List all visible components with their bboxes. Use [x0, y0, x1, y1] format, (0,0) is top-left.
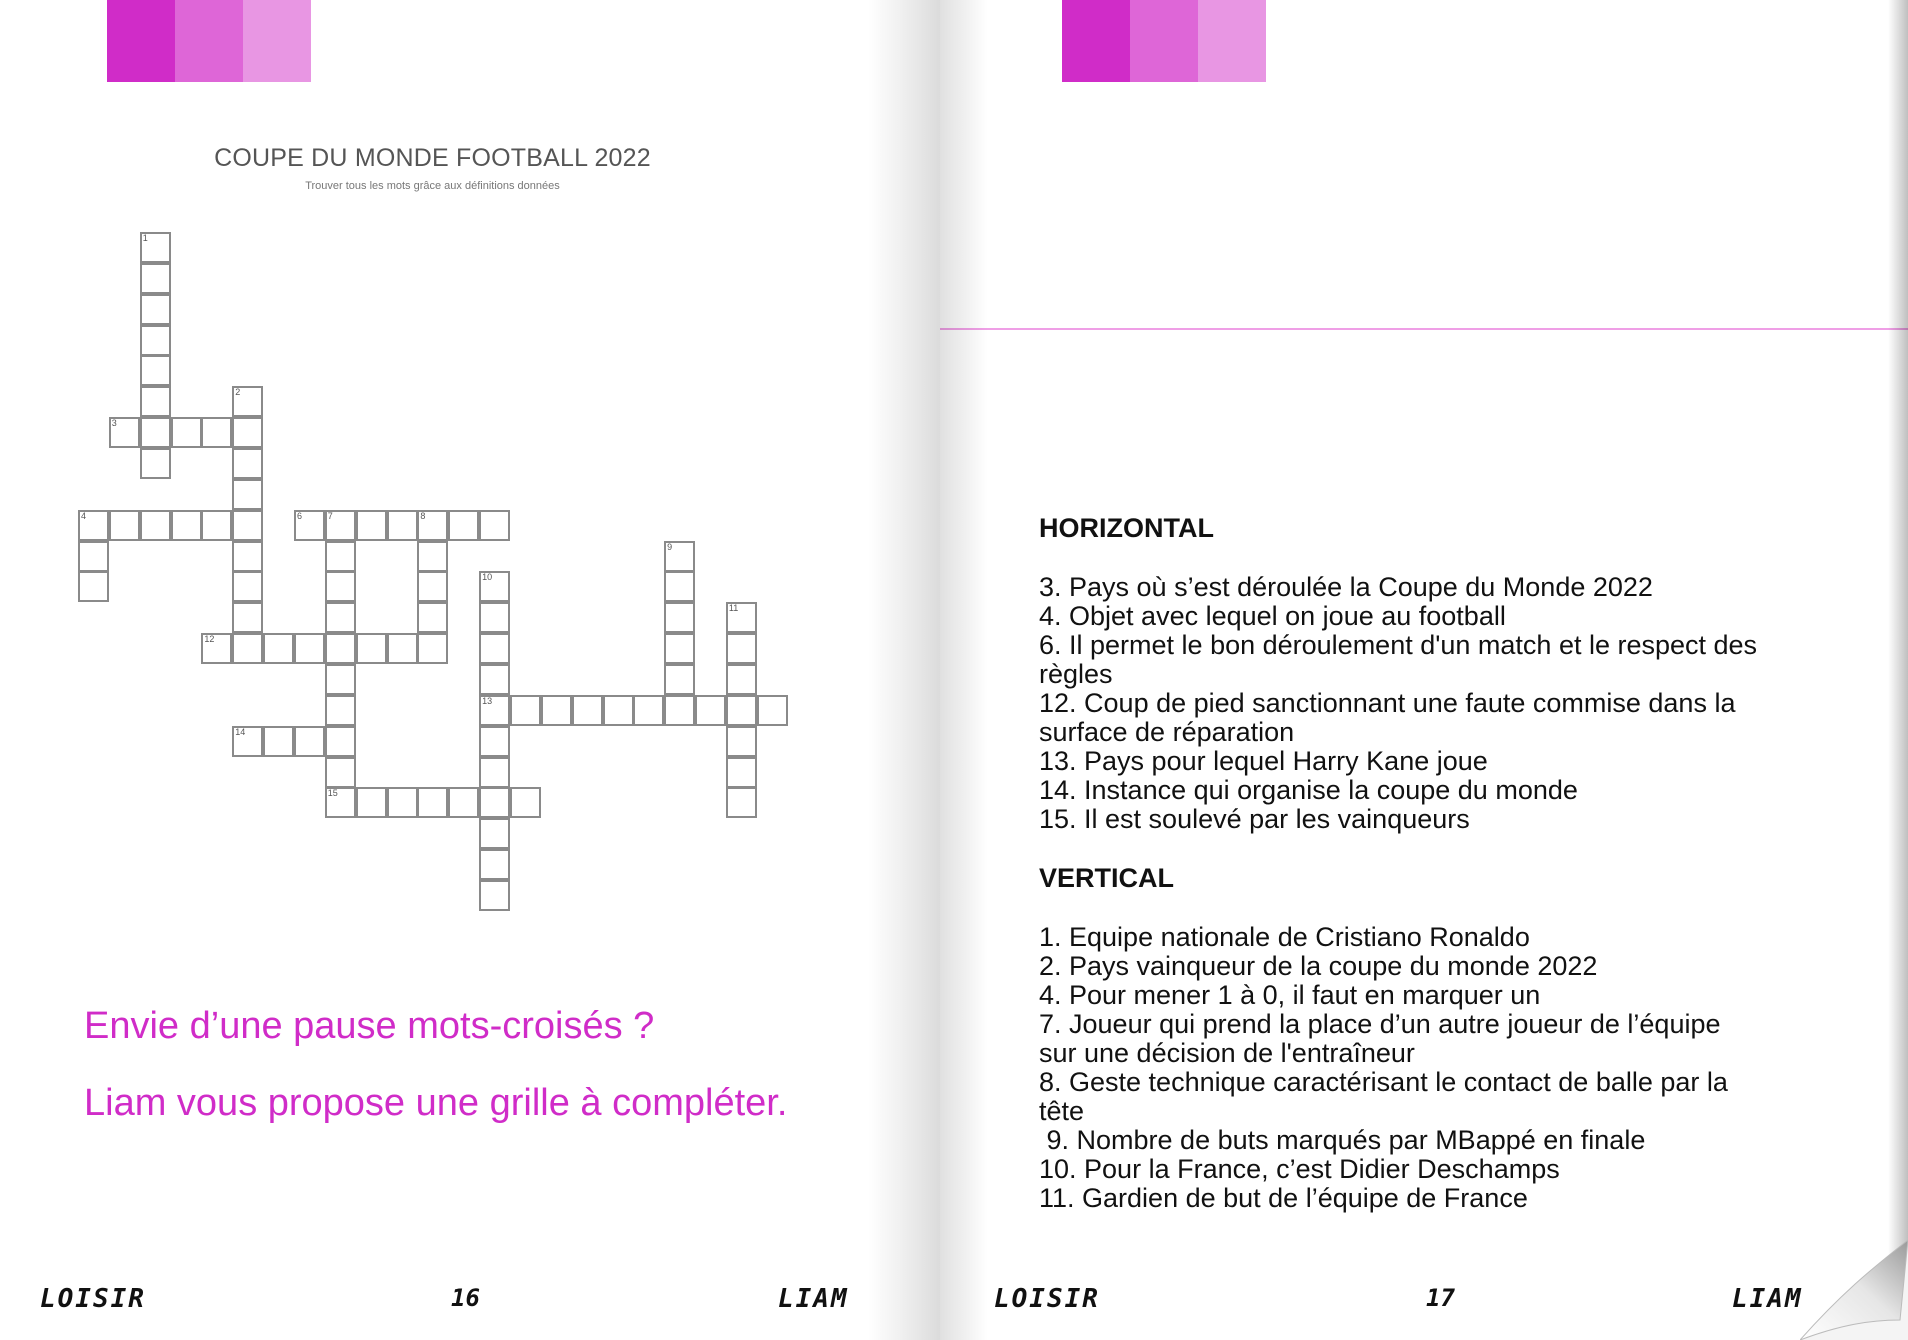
- horizontal-clue-line: 4. Objet avec lequel on joue au football: [1039, 601, 1506, 631]
- crossword-cell[interactable]: [325, 695, 356, 726]
- swatch-light: [1198, 0, 1266, 82]
- cell-number: 1: [142, 233, 148, 243]
- crossword-cell[interactable]: [263, 726, 294, 757]
- crossword-cell[interactable]: [479, 787, 510, 818]
- crossword-cell[interactable]: [726, 633, 757, 664]
- crossword-cell[interactable]: [325, 510, 356, 541]
- vertical-clue-line: sur une décision de l'entraîneur: [1039, 1038, 1415, 1068]
- divider-rule: [940, 328, 1908, 330]
- crossword-cell[interactable]: [479, 849, 510, 880]
- crossword-cell[interactable]: [479, 633, 510, 664]
- crossword-cell[interactable]: [726, 695, 757, 726]
- crossword-cell[interactable]: [325, 633, 356, 664]
- crossword-cell[interactable]: [325, 787, 356, 818]
- crossword-cell[interactable]: [633, 695, 664, 726]
- crossword-cell[interactable]: [479, 726, 510, 757]
- crossword-cell[interactable]: [325, 602, 356, 633]
- crossword-cell[interactable]: [325, 664, 356, 695]
- crossword-cell[interactable]: [232, 479, 263, 510]
- crossword-cell[interactable]: [263, 633, 294, 664]
- crossword-cell[interactable]: [201, 633, 232, 664]
- crossword-cell[interactable]: [140, 510, 171, 541]
- cell-number: 10: [482, 572, 493, 583]
- crossword-cell[interactable]: [603, 695, 634, 726]
- crossword-cell[interactable]: [695, 695, 726, 726]
- crossword-cell[interactable]: [479, 818, 510, 849]
- page-curl-icon[interactable]: [1800, 1240, 1908, 1340]
- crossword-cell[interactable]: [232, 417, 263, 448]
- crossword-cell[interactable]: [387, 633, 418, 664]
- crossword-cell[interactable]: [356, 510, 387, 541]
- footer-author-left: LIAM: [778, 1284, 849, 1314]
- crossword-cell[interactable]: [171, 510, 202, 541]
- crossword-cell[interactable]: [479, 510, 510, 541]
- crossword-cell[interactable]: [417, 571, 448, 602]
- crossword-title: COUPE DU MONDE FOOTBALL 2022: [214, 144, 651, 172]
- horizontal-clue-line: surface de réparation: [1039, 717, 1295, 747]
- crossword-cell[interactable]: [479, 695, 510, 726]
- crossword-cell[interactable]: [325, 541, 356, 572]
- crossword-cell[interactable]: [232, 510, 263, 541]
- invite-line-2: Liam vous propose une grille à compléter.: [84, 1082, 788, 1124]
- crossword-cell[interactable]: [479, 664, 510, 695]
- crossword-cell[interactable]: [140, 355, 171, 386]
- cell-number: 12: [204, 634, 215, 644]
- footer-author-right: LIAM: [1732, 1284, 1803, 1314]
- page-number-left: 16: [451, 1284, 480, 1312]
- horizontal-clue-line: 14. Instance qui organise la coupe du monde: [1039, 775, 1578, 805]
- gutter-shadow-right: [940, 0, 988, 1340]
- vertical-heading: VERTICAL: [1039, 863, 1174, 893]
- crossword-cell[interactable]: [356, 787, 387, 818]
- crossword-cell[interactable]: [140, 232, 171, 263]
- cell-number: 9: [667, 541, 673, 552]
- crossword-cell[interactable]: [140, 325, 171, 356]
- crossword-cell[interactable]: [510, 695, 541, 726]
- crossword-cell[interactable]: [726, 602, 757, 633]
- right-page: [940, 0, 1908, 1340]
- horizontal-clue-line: 13. Pays pour lequel Harry Kane joue: [1039, 746, 1488, 776]
- crossword-cell[interactable]: [232, 602, 263, 633]
- swatch-dark: [1062, 0, 1130, 82]
- vertical-clue-line: 11. Gardien de but de l’équipe de France: [1039, 1183, 1528, 1213]
- cell-number: 2: [235, 387, 241, 398]
- cell-number: 6: [297, 510, 303, 521]
- crossword-grid: [0, 0, 940, 900]
- crossword-cell[interactable]: [232, 633, 263, 664]
- crossword-cell[interactable]: [757, 695, 788, 726]
- crossword-cell[interactable]: [232, 448, 263, 479]
- cell-number: 13: [482, 695, 493, 706]
- page-edge-shadow: [1888, 0, 1908, 1340]
- crossword-cell[interactable]: [664, 571, 695, 602]
- color-swatches-right: [1062, 0, 1266, 82]
- crossword-cell[interactable]: [325, 757, 356, 788]
- crossword-cell[interactable]: [78, 541, 109, 572]
- vertical-clue-line: 9. Nombre de buts marqués par MBappé en finale: [1039, 1125, 1646, 1155]
- crossword-cell[interactable]: [325, 726, 356, 757]
- cell-number: 15: [327, 788, 338, 799]
- horizontal-clues: [1039, 573, 1859, 834]
- crossword-cell[interactable]: [140, 294, 171, 325]
- crossword-cell[interactable]: [664, 695, 695, 726]
- invite-line-1: Envie d’une pause mots-croisés ?: [84, 1005, 655, 1047]
- footer-section-left: LOISIR: [40, 1284, 146, 1314]
- crossword-cell[interactable]: [78, 571, 109, 602]
- crossword-cell[interactable]: [417, 541, 448, 572]
- crossword-cell[interactable]: [479, 757, 510, 788]
- crossword-cell[interactable]: [387, 510, 418, 541]
- crossword-cell[interactable]: [201, 417, 232, 448]
- vertical-clue-line: tête: [1039, 1096, 1085, 1126]
- footer-section-right: LOISIR: [994, 1284, 1100, 1314]
- horizontal-clue-line: règles: [1039, 659, 1113, 689]
- crossword-cell[interactable]: [109, 510, 140, 541]
- crossword-cell[interactable]: [356, 633, 387, 664]
- horizontal-clue-line: 6. Il permet le bon déroulement d'un match et le respect des: [1039, 630, 1758, 660]
- crossword-cell[interactable]: [417, 633, 448, 664]
- crossword-cell[interactable]: [726, 757, 757, 788]
- crossword-cell[interactable]: [417, 602, 448, 633]
- crossword-subtitle: Trouver tous les mots grâce aux définitions données: [305, 180, 560, 192]
- cell-number: 7: [327, 510, 333, 521]
- crossword-cell[interactable]: [664, 664, 695, 695]
- vertical-clue-line: 8. Geste technique caractérisant le contact de balle par la: [1039, 1067, 1728, 1097]
- cell-number: 8: [420, 510, 426, 521]
- crossword-cell[interactable]: [140, 263, 171, 294]
- vertical-clue-line: 4. Pour mener 1 à 0, il faut en marquer un: [1039, 980, 1541, 1010]
- crossword-cell[interactable]: [232, 386, 263, 417]
- cell-number: 3: [111, 418, 117, 429]
- horizontal-heading: HORIZONTAL: [1039, 513, 1214, 543]
- vertical-clue-line: 7. Joueur qui prend la place d’un autre joueur de l’équipe: [1039, 1009, 1721, 1039]
- cell-number: 11: [728, 603, 739, 614]
- crossword-cell[interactable]: [417, 510, 448, 541]
- crossword-cell[interactable]: [479, 571, 510, 602]
- vertical-clue-line: 1. Equipe nationale de Cristiano Ronaldo: [1039, 922, 1530, 952]
- horizontal-clue-line: 12. Coup de pied sanctionnant une faute commise dans la: [1039, 688, 1736, 718]
- cell-number: 14: [235, 726, 246, 737]
- crossword-cell[interactable]: [140, 448, 171, 479]
- left-page: [0, 0, 940, 1340]
- crossword-cell[interactable]: [109, 417, 140, 448]
- clues-block: [1039, 512, 1859, 1213]
- crossword-cell[interactable]: [232, 571, 263, 602]
- vertical-clue-line: 10. Pour la France, c’est Didier Deschamps: [1039, 1154, 1560, 1184]
- crossword-cell[interactable]: [78, 510, 109, 541]
- crossword-cell[interactable]: [201, 510, 232, 541]
- crossword-cell[interactable]: [510, 787, 541, 818]
- swatch-medium: [1130, 0, 1198, 82]
- crossword-cell[interactable]: [664, 602, 695, 633]
- crossword-cell[interactable]: [448, 510, 479, 541]
- crossword-cell[interactable]: [541, 695, 572, 726]
- crossword-cell[interactable]: [232, 726, 263, 757]
- gutter-shadow: [868, 0, 940, 1340]
- crossword-cell[interactable]: [325, 571, 356, 602]
- page-number-right: 17: [1426, 1284, 1455, 1312]
- crossword-cell[interactable]: [726, 664, 757, 695]
- crossword-cell[interactable]: [387, 787, 418, 818]
- vertical-clue-line: 2. Pays vainqueur de la coupe du monde 2022: [1039, 951, 1598, 981]
- crossword-cell[interactable]: [572, 695, 603, 726]
- crossword-cell[interactable]: [232, 541, 263, 572]
- crossword-cell[interactable]: [726, 726, 757, 757]
- horizontal-clue-line: 15. Il est soulevé par les vainqueurs: [1039, 804, 1470, 834]
- crossword-cell[interactable]: [479, 880, 510, 911]
- crossword-cell[interactable]: [294, 633, 325, 664]
- crossword-cell[interactable]: [140, 386, 171, 417]
- horizontal-clue-line: 3. Pays où s’est déroulée la Coupe du Monde 2022: [1039, 572, 1653, 602]
- crossword-cell[interactable]: [294, 510, 325, 541]
- vertical-clues: [1039, 923, 1859, 1213]
- crossword-cell[interactable]: [294, 726, 325, 757]
- crossword-cell[interactable]: [726, 787, 757, 818]
- crossword-cell[interactable]: [140, 417, 171, 448]
- crossword-cell[interactable]: [448, 787, 479, 818]
- crossword-cell[interactable]: [664, 541, 695, 572]
- crossword-cell[interactable]: [417, 787, 448, 818]
- crossword-cell[interactable]: [479, 602, 510, 633]
- crossword-cell[interactable]: [664, 633, 695, 664]
- cell-number: 4: [81, 510, 87, 521]
- crossword-cell[interactable]: [171, 417, 202, 448]
